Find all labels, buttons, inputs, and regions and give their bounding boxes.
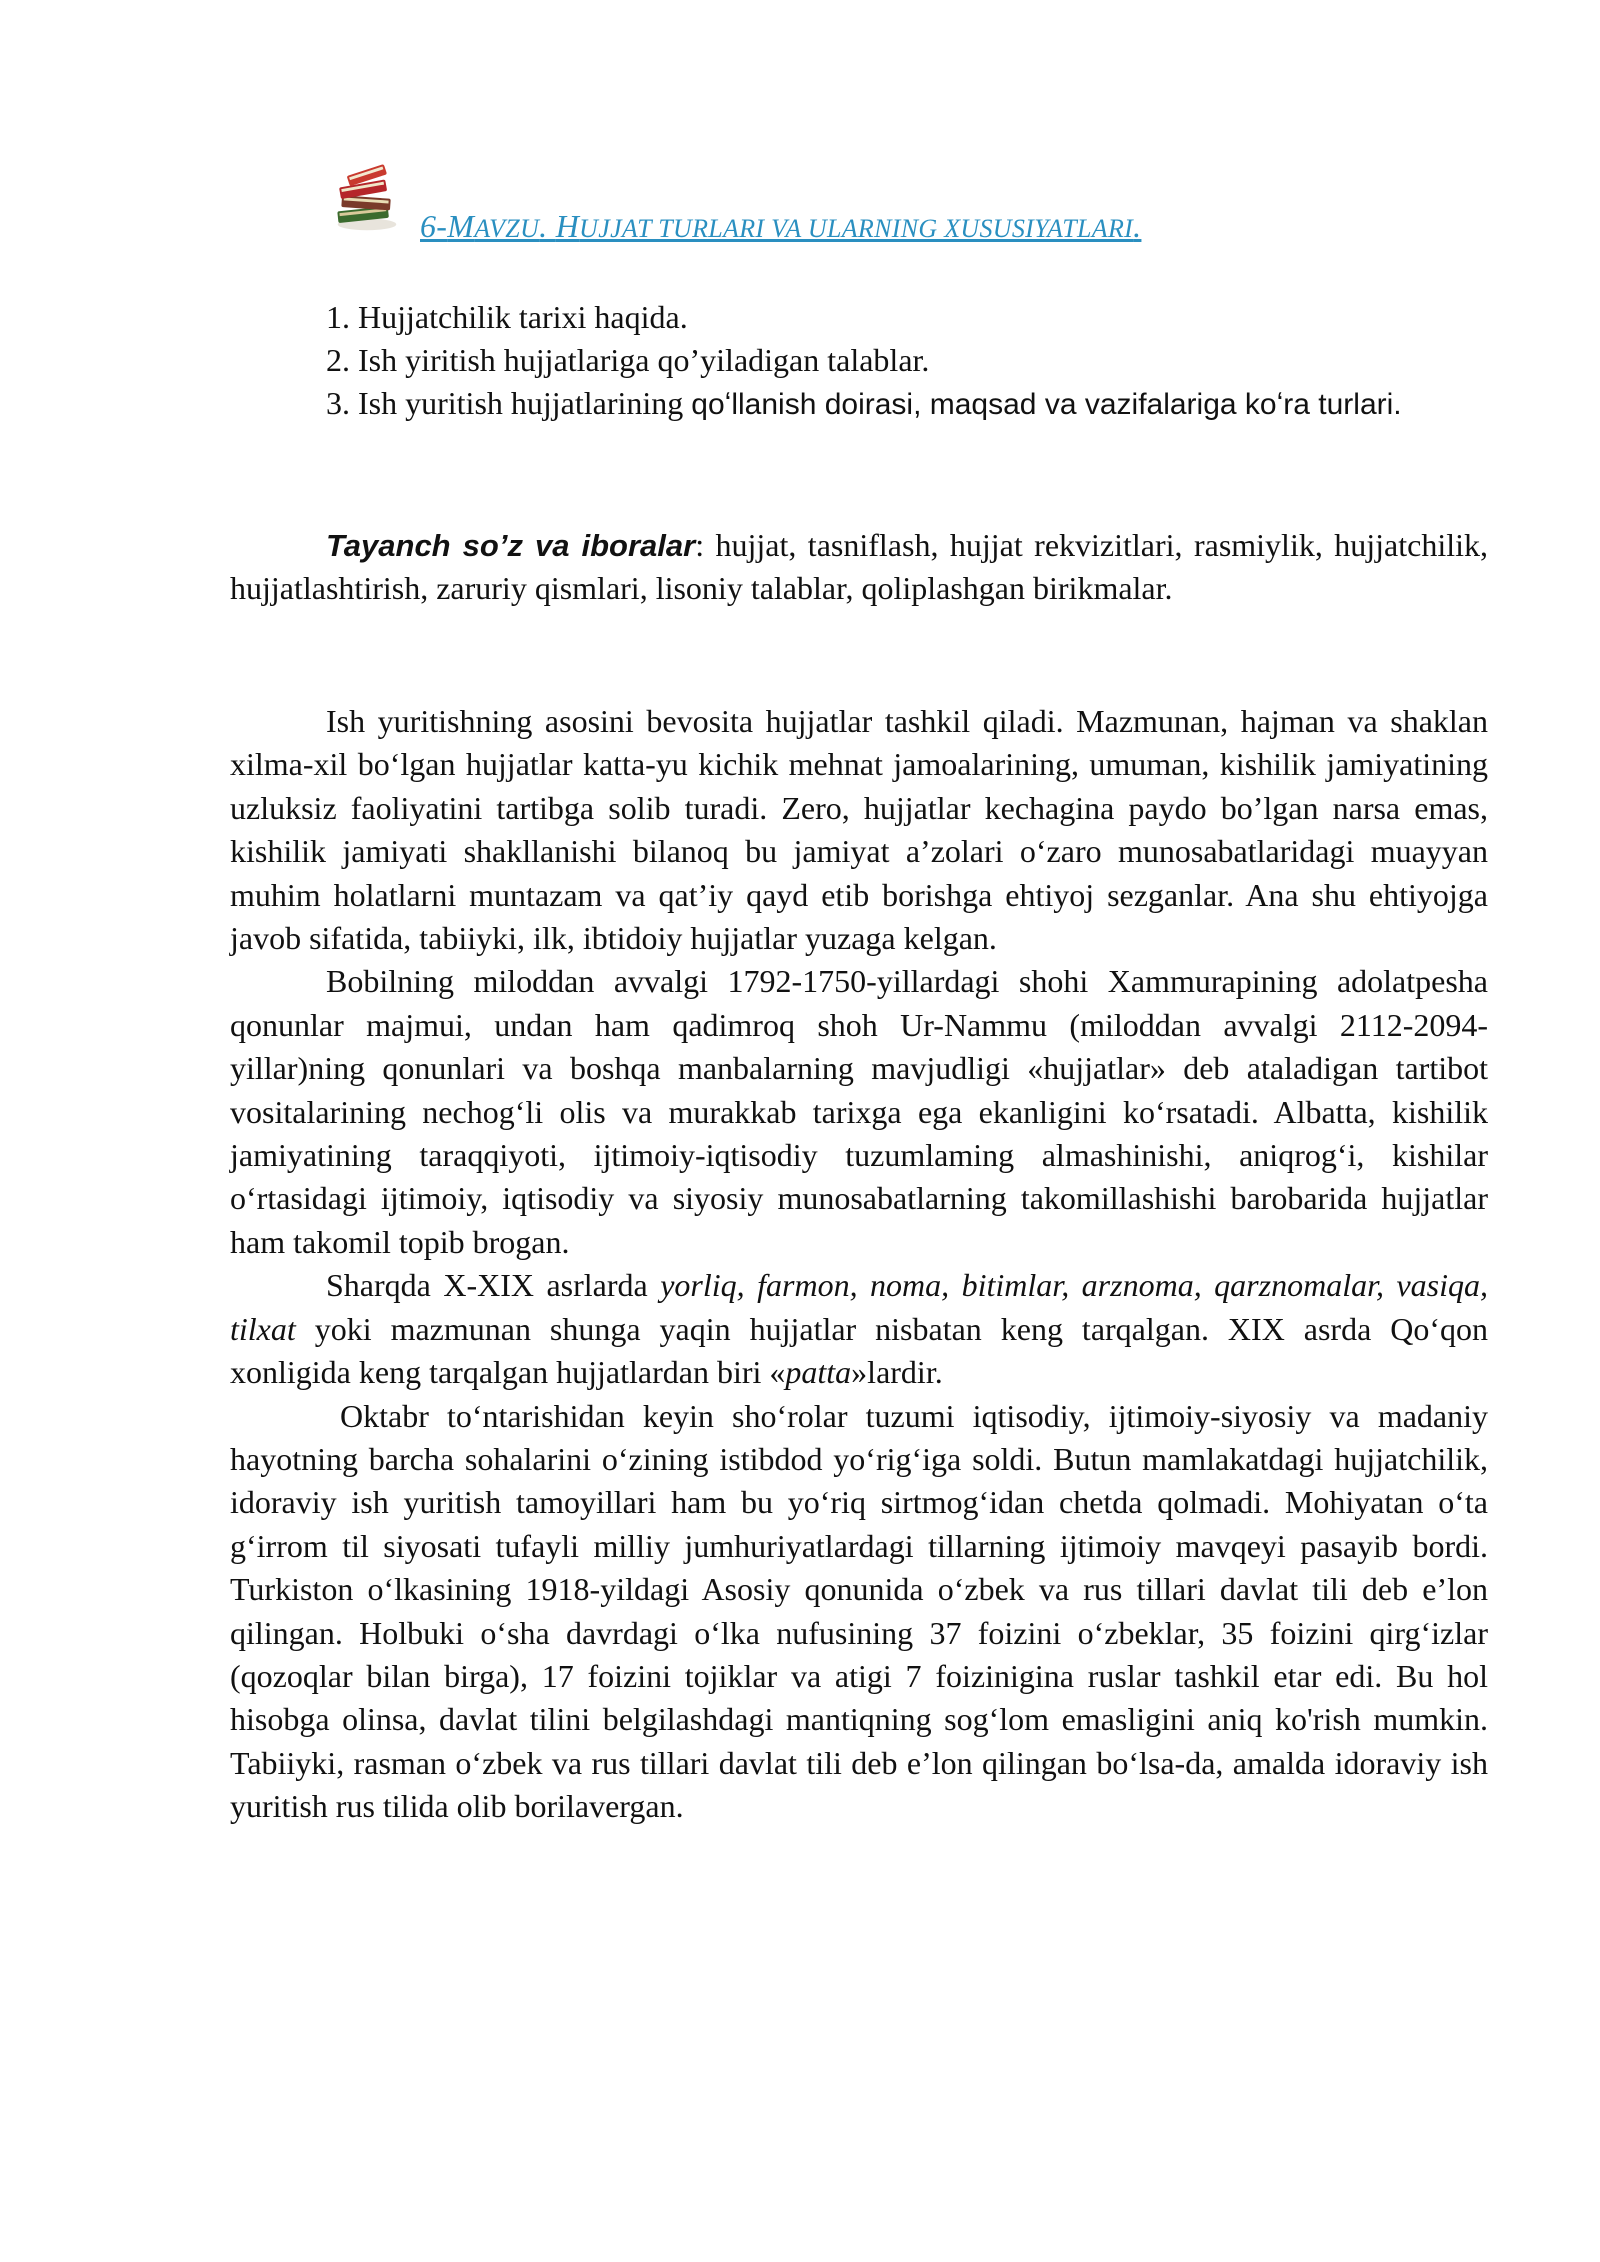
title-part: . [1133,208,1142,244]
paragraph: Oktabr toʻntarishidan keyin shoʻrolar tuzumi iqtisodiy, ijtimoiy-siyosiy va madaniy hayotning barcha sohalarini oʻzining istibdod yoʻrigʻiga soldi. Butun mamlakatdagi hujjatchilik, idoraviy ish yuritish tamoyillari ham bu yoʻriq sirtmogʻidan chetda qolmadi. Mohiyatan oʻta gʻirrom til siyosati tufayli milliy jumhuriyatlardagi tillarning ijtimoiy mavqeyi pasayib bordi. Turkiston oʻlkasining 1918-yildagi Asosiy qonunida oʻzbek va rus tillari davlat tili deb e’lon qilingan. Holbuki oʻsha davrdagi oʻlka nufusining 37 foizini oʻzbeklar, 35 foizini qirgʻizlar (qozoqlar bilan birga), 17 foizini tojiklar va atigi 7 foizinigina ruslar tashkil etar edi. Bu hol hisobga olinsa, davlat tilini belgilashdagi mantiqning sogʻlom emasligini aniq ko'rish mumkin. Tabiiyki, rasman oʻzbek va rus tillari davlat tili deb e’lon qilingan boʻlsa-da, amalda idoraviy ish yuritish rus tilida olib borilavergan. [230,1397,1488,1825]
topic-header [328,160,1428,250]
topic-item: 1. Hujjatchilik tarixi haqida. [326,299,688,335]
topic-item-text: 3. Ish yuritish hujjatlarining [326,385,692,421]
title-part: M [447,208,475,244]
paragraph-italic: patta [785,1354,852,1391]
title-part: H [555,208,580,244]
paragraph-text: Sharqda X-XIX asrlarda [326,1267,661,1304]
books-icon [328,160,406,238]
topic-item [230,382,1488,426]
topic-item-text-sans: qoʻllanish doirasi, maqsad va vazifalariga koʻra turlari. [691,388,1402,421]
title-part: UJJAT TURLARI VA ULARNING XUSUSIYATLARI [579,214,1134,243]
title-part: AVZU [474,214,540,243]
paragraph: Bobilning miloddan avvalgi 1792-1750-yillardagi shohi Xammurapining adolatpesha qonunlar majmui, undan ham qadimroq shoh Ur-Nammu (miloddan avvalgi 2112-2094-yillar)ning qonunlari va boshqa manbalarning mavjudligi «hujjatlar» deb ataladigan tartibot vositalarining nechogʻli olis va murakkab tarixga ega ekanligini koʻrsatadi. Albatta, kishilik jamiyatining taraqqiyoti, ijtimoiy-iqtisodiy tuzumlaming almashinishi, aniqrogʻi, kishilar oʻrtasidagi ijtimoiy, iqtisodiy va siyosiy munosabatlarning takomillashishi barobarida hujjatlar ham takomil topib brogan. [230,963,1488,1260]
paragraph-text: »lardir. [851,1354,943,1391]
topic-list [230,296,1488,426]
paragraph-italic: yorliq, farmon, noma, bitimlar, arznoma, qarznomalar, vasiqa, tilxat [230,1267,1489,1347]
title-part: . [539,208,556,244]
paragraph: Ish yuritishning asosini bevosita hujjatlar tashkil qiladi. Mazmunan, hajman va shaklan xilma-xil boʻlgan hujjatlar katta-yu kichik mehnat jamoalarining, umuman, kishilik jamiyatining uzluksiz faoliyatini tartibga solib turadi. Zero, hujjatlar kechagina paydo bo’lgan narsa emas, kishilik jamiyati shakllanishi bilanoq bu jamiyat a’zolari oʻzaro munosabatlaridagi muayyan muhim holatlarni muntazam va qat’iy qayd etib borishga ehtiyoj sezganlar. Ana shu ehtiyojga javob sifatida, tabiiyki, ilk, ibtidoiy hujjatlar yuzaga kelgan. [230,703,1488,957]
keywords-paragraph [230,524,1488,610]
keywords-label: Tayanch so’z va iboralar [326,528,696,563]
body-text [230,700,1488,1829]
page-title [420,208,1141,245]
paragraph-text: yoki mazmunan shunga yaqin hujjatlar nisbatan keng tarqalgan. XIX asrda Qoʻqon xonligida keng tarqalgan hujjatlardan biri « [230,1310,1488,1391]
keywords-text: hujjat, tasniflash, hujjat rekvizitlari, rasmiylik, hujjatchilik, hujjatlashtirish, zaruriy qismlari, lisoniy talablar, qoliplashgan birikmalar. [230,527,1489,606]
topic-item: 2. Ish yiritish hujjatlariga qo’yiladigan talablar. [326,342,930,378]
paragraph [230,1264,1488,1394]
keywords-colon: : [695,527,705,563]
title-number: 6- [420,208,448,244]
